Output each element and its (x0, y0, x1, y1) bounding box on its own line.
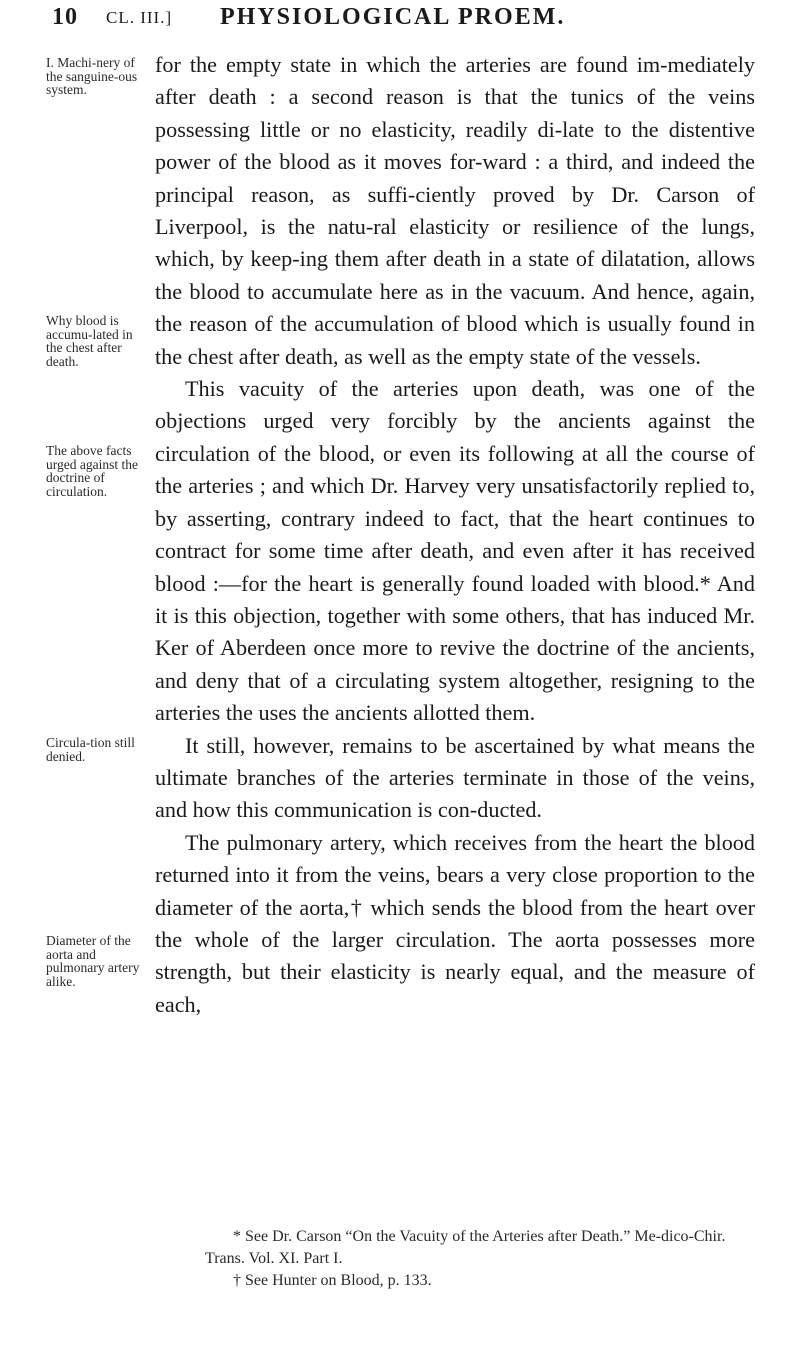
footnotes (205, 1226, 765, 1292)
chapter-reference: CL. III.] (106, 8, 173, 27)
margin-note-facts-urged: The above facts urged against the doctrine of circulation. (46, 443, 138, 499)
page-number: 10 (52, 4, 78, 30)
paragraph: The pulmonary artery, which receives from the heart the blood returned into it from the veins, bears a very close proportion to the diameter of the aorta,† which sends the blood from the heart over the whole of the larger circulation. The aorta possesses more strength, but their elasticity is nearly equal, and the measure of each, (155, 829, 755, 1017)
running-head (52, 4, 752, 38)
margin-note-machinery: I. Machi-nery of the sanguine-ous system. (46, 55, 138, 97)
footnote: * See Dr. Carson “On the Vacuity of the Arteries after Death.” Me-dico-Chir. Trans. Vol. XI. Part I. (205, 1228, 726, 1267)
margin-note-diameter-aorta: Diameter of the aorta and pulmonary artery alike. (46, 933, 140, 989)
paragraph: This vacuity of the arteries upon death, was one of the objections urged very forcibly by the ancients against the circulation of the blood, or even its following at all the course of the arteries ; and which Dr. Harvey very unsatisfactorily replied to, by asserting, contrary indeed to fact, that the heart continues to contract for some time after death, and even after it has received blood :—for the heart is generally found loaded with blood.* And it is this objection, together with some others, that has induced Mr. Ker of Aberdeen once more to revive the doctrine of the ancients, and deny that of a circulating system altogether, resigning to the arteries the uses the ancients allotted them. (155, 376, 755, 726)
margin-note-blood-accumulated: Why blood is accumu-lated in the chest after death. (46, 313, 133, 369)
paragraph: It still, however, remains to be ascertained by what means the ultimate branches of the arteries terminate in those of the veins, and how this communication is con-ducted. (155, 732, 755, 823)
paragraph: for the empty state in which the arteries are found im-mediately after death : a second reason is that the tunics of the veins possessing little or no elasticity, readily di-late to the distentive power of the blood as it moves for-ward : a third, and indeed the principal reason, as suffi-ciently proved by Dr. Carson of Liverpool, is the natu-ral elasticity or resilience of the lungs, which, by keep-ing them after death in a state of dilatation, allows the blood to accumulate here as in the vacuum. And hence, again, the reason of the accumulation of blood which is usually found in the chest after death, as well as the empty state of the vessels. (155, 52, 755, 369)
main-text (155, 49, 755, 1021)
margin-note-circulation-denied: Circula-tion still denied. (46, 735, 135, 764)
running-title: PHYSIOLOGICAL PROEM. (220, 4, 566, 30)
footnote: † See Hunter on Blood, p. 133. (233, 1272, 432, 1289)
